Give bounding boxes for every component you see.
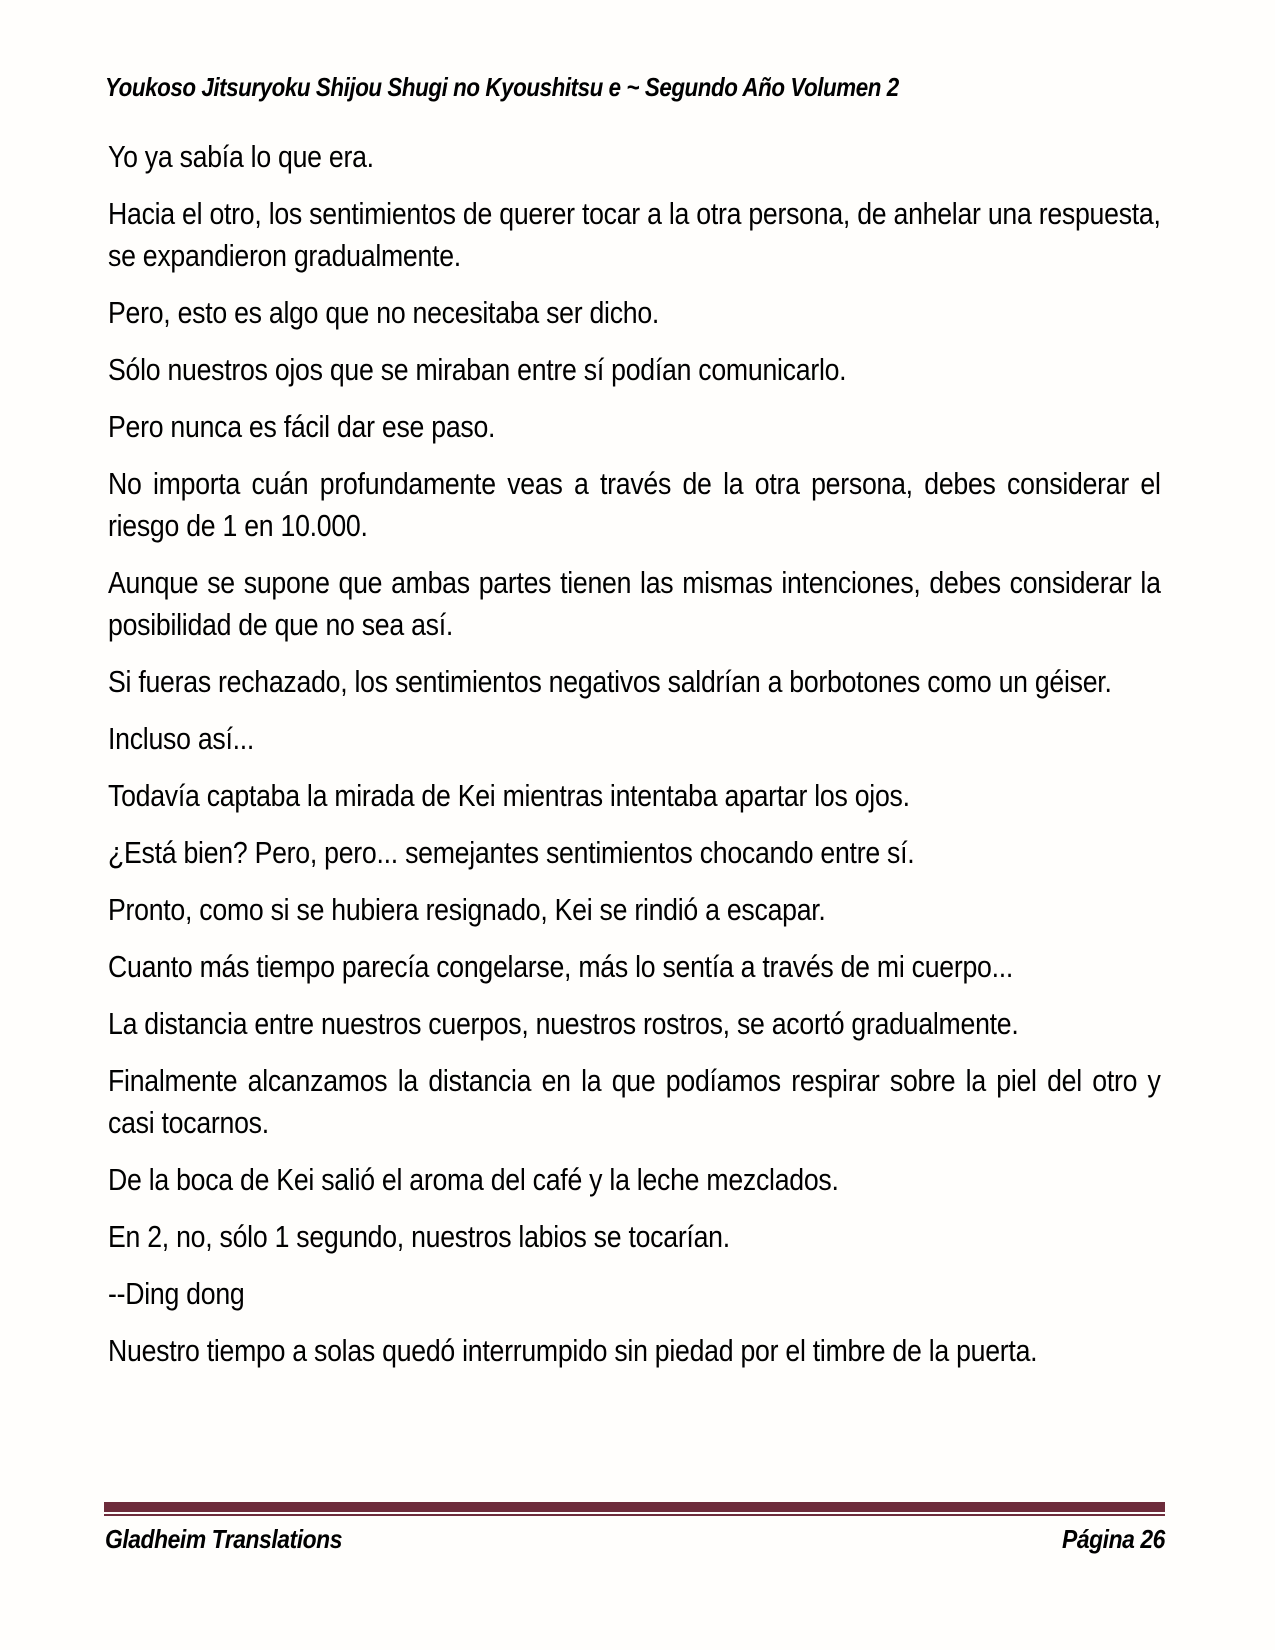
paragraph: De la boca de Kei salió el aroma del café y la leche mezclados. xyxy=(108,1162,839,1197)
paragraph: --Ding dong xyxy=(108,1276,245,1311)
paragraph: Sólo nuestros ojos que se miraban entre sí podían comunicarlo. xyxy=(108,352,847,387)
paragraph: Hacia el otro, los sentimientos de querer tocar a la otra persona, de anhelar una respuesta, se expandieron gradualmente. xyxy=(108,196,1161,273)
paragraph: Incluso así... xyxy=(108,721,255,756)
paragraph: Pero, esto es algo que no necesitaba ser dicho. xyxy=(108,295,660,330)
paragraph: Si fueras rechazado, los sentimientos negativos saldrían a borbotones como un géiser. xyxy=(108,664,1112,699)
paragraph: No importa cuán profundamente veas a través de la otra persona, debes considerar el riesgo de 1 en 10.000. xyxy=(108,466,1161,543)
body-text-block xyxy=(108,136,1161,1387)
paragraph: La distancia entre nuestros cuerpos, nuestros rostros, se acortó gradualmente. xyxy=(108,1006,1019,1041)
paragraph: Todavía captaba la mirada de Kei mientras intentaba apartar los ojos. xyxy=(108,778,910,813)
paragraph: En 2, no, sólo 1 segundo, nuestros labios se tocarían. xyxy=(108,1219,730,1254)
paragraph: Cuanto más tiempo parecía congelarse, más lo sentía a través de mi cuerpo... xyxy=(108,949,1014,984)
paragraph: Nuestro tiempo a solas quedó interrumpido sin piedad por el timbre de la puerta. xyxy=(108,1333,1038,1368)
page-footer xyxy=(105,1524,1165,1555)
footer-divider-thin-rule xyxy=(104,1514,1165,1516)
footer-page-number: Página 26 xyxy=(1062,1524,1165,1554)
paragraph: Yo ya sabía lo que era. xyxy=(108,139,374,174)
paragraph: Pero nunca es fácil dar ese paso. xyxy=(108,409,496,444)
footer-translator-credit: Gladheim Translations xyxy=(105,1524,343,1554)
paragraph: Aunque se supone que ambas partes tienen las mismas intenciones, debes considerar la posibilidad de que no sea así. xyxy=(108,565,1161,642)
footer-divider xyxy=(104,1502,1165,1516)
footer-divider-thick-rule xyxy=(104,1502,1165,1512)
paragraph: Pronto, como si se hubiera resignado, Kei se rindió a escapar. xyxy=(108,892,826,927)
paragraph: Finalmente alcanzamos la distancia en la que podíamos respirar sobre la piel del otro y casi tocarnos. xyxy=(108,1063,1161,1140)
paragraph: ¿Está bien? Pero, pero... semejantes sentimientos chocando entre sí. xyxy=(108,835,915,870)
page-header-title: Youkoso Jitsuryoku Shijou Shugi no Kyoushitsu e ~ Segundo Año Volumen 2 xyxy=(105,72,899,102)
